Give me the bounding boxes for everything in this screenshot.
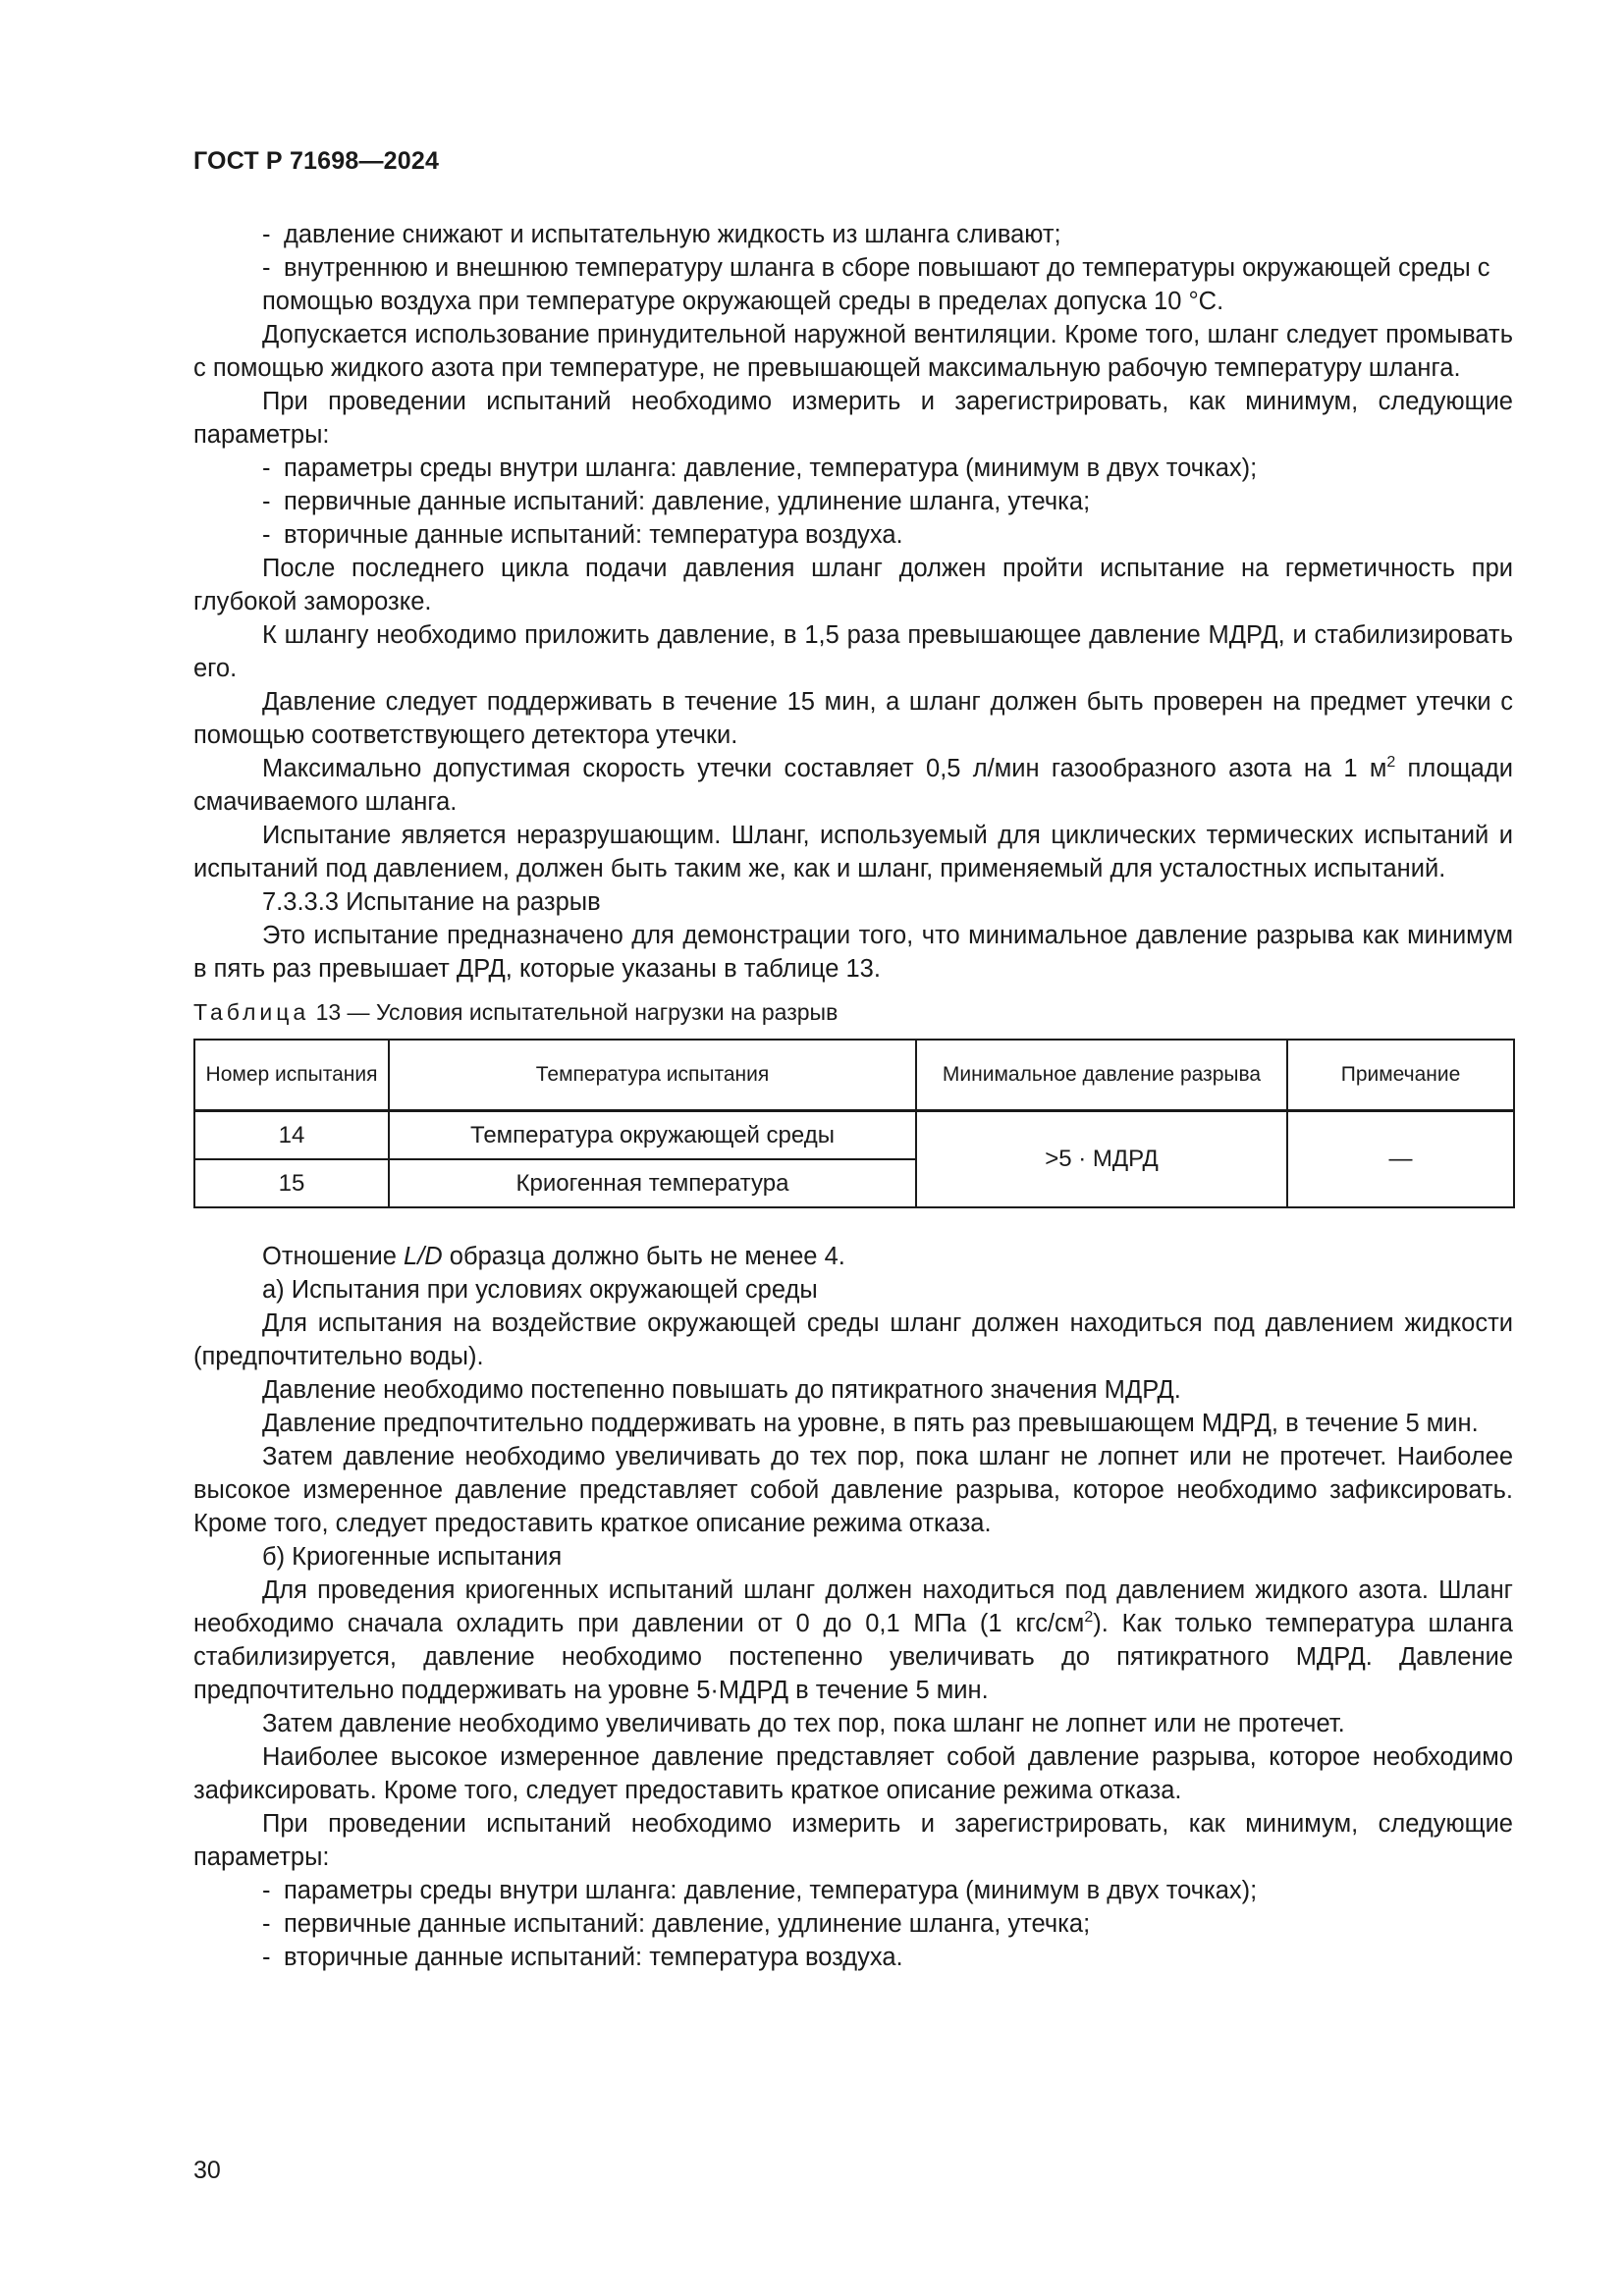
list-item: [193, 1907, 1513, 1941]
paragraph: [193, 685, 1513, 752]
top-paragraphs: [193, 218, 1513, 986]
paragraph-text: Допускается использование принудительной наружной вентиляции. Кроме того, шланг следует промывать с помощью жидкого азота при температуре, не превышающей максимальную рабочую температуру шланга.: [193, 321, 1513, 382]
list-item: [193, 452, 1513, 485]
burst-test-table: [193, 1039, 1515, 1208]
paragraph-text: Это испытание предназначено для демонстрации того, что минимальное давление разрыва как минимум в пять раз превышает ДРД, которые указаны в таблице 13.: [193, 922, 1513, 983]
list-dash: -: [262, 221, 271, 248]
paragraph-text: а) Испытания при условиях окружающей среды: [262, 1276, 818, 1304]
paragraph: [193, 1540, 1513, 1574]
paragraph: [193, 885, 1513, 919]
list-dash: -: [262, 1944, 271, 1971]
superscript: 2: [1386, 754, 1396, 771]
paragraph-text: При проведении испытаний необходимо измерить и зарегистрировать, как минимум, следующие параметры:: [193, 388, 1513, 449]
body-text-top: [193, 218, 1513, 1974]
paragraph-text: При проведении испытаний необходимо измерить и зарегистрировать, как минимум, следующие параметры:: [193, 1810, 1513, 1871]
cell-test-temperature: Криогенная температура: [389, 1159, 916, 1207]
paragraph-text: Давление следует поддерживать в течение 15 мин, а шланг должен быть проверен на предмет утечки с помощью соответствующего детектора утечки.: [193, 688, 1513, 749]
paragraph: [193, 618, 1513, 685]
list-item: [193, 518, 1513, 552]
paragraph: [193, 1373, 1513, 1407]
cell-note: —: [1287, 1111, 1514, 1208]
paragraph: [193, 385, 1513, 452]
paragraph: [193, 318, 1513, 385]
paragraph-text: Для испытания на воздействие окружающей среды шланг должен находиться под давлением жидкости (предпочтительно воды).: [193, 1309, 1513, 1370]
list-dash: -: [262, 488, 271, 515]
paragraph-text: первичные данные испытаний: давление, удлинение шланга, утечка;: [284, 488, 1091, 515]
table-row: [194, 1111, 1514, 1160]
cell-test-temperature: Температура окружающей среды: [389, 1111, 916, 1160]
paragraph-text: давление снижают и испытательную жидкость из шланга сливают;: [284, 221, 1061, 248]
paragraph-text-continued: ). Как только температура шланга стабилизируется, давление необходимо постепенно увеличивать до пятикратного МДРД. Давление предпочтительно поддерживать на уровне 5·МДРД в течение 5 мин.: [193, 1610, 1513, 1704]
paragraph-text: К шлангу необходимо приложить давление, в 1,5 раза превышающее давление МДРД, и стабилизировать его.: [193, 621, 1513, 682]
cell-test-number: 14: [194, 1111, 389, 1160]
list-item: [193, 218, 1513, 251]
table-caption: [193, 995, 1513, 1029]
paragraph-text-continued: площади смачиваемого шланга.: [193, 755, 1513, 816]
list-dash: -: [262, 1910, 271, 1938]
cell-min-burst-pressure: >5 · МДРД: [916, 1111, 1287, 1208]
list-dash: -: [262, 454, 271, 482]
page-number: 30: [193, 2157, 221, 2184]
header-note: Примечание: [1287, 1040, 1514, 1111]
list-dash: -: [262, 521, 271, 549]
paragraph: [193, 1307, 1513, 1373]
header-test-temperature: Температура испытания: [389, 1040, 916, 1111]
paragraph-text: параметры среды внутри шланга: давление, температура (минимум в двух точках);: [284, 1877, 1258, 1904]
paragraph-text: вторичные данные испытаний: температура воздуха.: [284, 1944, 903, 1971]
paragraph: [193, 1273, 1513, 1307]
paragraph-text: внутреннюю и внешнюю температуру шланга в сборе повышают до температуры окружающей среды с помощью воздуха при температуре окружающей среды в пределах допуска 10 °С.: [262, 254, 1490, 315]
list-item: [193, 1874, 1513, 1907]
paragraph: [193, 752, 1513, 819]
list-dash: -: [262, 254, 271, 282]
paragraph: [193, 1440, 1513, 1540]
list-item: [193, 1941, 1513, 1974]
paragraph-text: вторичные данные испытаний: температура воздуха.: [284, 521, 903, 549]
paragraph: [193, 1740, 1513, 1807]
paragraph-text: После последнего цикла подачи давления шланг должен пройти испытание на герметичность при глубокой заморозке.: [193, 555, 1513, 615]
paragraph: [193, 1807, 1513, 1874]
paragraph: [193, 1574, 1513, 1707]
superscript: 2: [1084, 1609, 1094, 1626]
paragraph: [193, 919, 1513, 986]
table-caption-text: 13 — Условия испытательной нагрузки на разрыв: [315, 999, 839, 1025]
cell-test-number: 15: [194, 1159, 389, 1207]
paragraph-text-continued: образца должно быть не менее 4.: [442, 1243, 845, 1270]
header-test-number: Номер испытания: [194, 1040, 389, 1111]
paragraph-text: Затем давление необходимо увеличивать до тех пор, пока шланг не лопнет или не протечет. Наиболее высокое измеренное давление представляет собой давление разрыва, которое необходимо зафиксировать. Кроме того, следует предоставить краткое описание режима отказа.: [193, 1443, 1513, 1537]
paragraph: [193, 552, 1513, 618]
header-min-burst-pressure: Минимальное давление разрыва: [916, 1040, 1287, 1111]
paragraph-text: первичные данные испытаний: давление, удлинение шланга, утечка;: [284, 1910, 1091, 1938]
paragraph-text: Испытание является неразрушающим. Шланг, используемый для циклических термических испытаний и испытаний под давлением, должен быть таким же, как и шланг, применяемый для усталостных испытаний.: [193, 822, 1513, 882]
paragraph: [193, 1407, 1513, 1440]
paragraph-text: Затем давление необходимо увеличивать до тех пор, пока шланг не лопнет или не протечет.: [262, 1710, 1345, 1737]
table-header-row: [194, 1040, 1514, 1111]
paragraph: [193, 1707, 1513, 1740]
paragraph-text: 7.3.3.3 Испытание на разрыв: [262, 888, 601, 916]
paragraph: [193, 819, 1513, 885]
paragraph-text: Наиболее высокое измеренное давление представляет собой давление разрыва, которое необходимо зафиксировать. Кроме того, следует предоставить краткое описание режима отказа.: [193, 1743, 1513, 1804]
paragraph-text: б) Криогенные испытания: [262, 1543, 563, 1571]
paragraph-text: Давление необходимо постепенно повышать до пятикратного значения МДРД.: [262, 1376, 1181, 1404]
table-caption-label: Таблица: [193, 999, 310, 1025]
list-dash: -: [262, 1877, 271, 1904]
paragraph-text: Давление предпочтительно поддерживать на уровне, в пять раз превышающем МДРД, в течение 5 мин.: [262, 1410, 1479, 1437]
paragraph-text: Максимально допустимая скорость утечки составляет 0,5 л/мин газообразного азота на 1 м: [262, 755, 1387, 782]
italic-term: L/D: [404, 1243, 443, 1270]
document-code: ГОСТ Р 71698—2024: [193, 147, 440, 175]
paragraph-text: Отношение: [262, 1243, 405, 1270]
paragraph-text: параметры среды внутри шланга: давление, температура (минимум в двух точках);: [284, 454, 1258, 482]
paragraph: [193, 1240, 1513, 1273]
list-item: [193, 251, 1513, 318]
bottom-paragraphs: [193, 1240, 1513, 1974]
paragraph-text: Для проведения криогенных испытаний шланг должен находиться под давлением жидкого азота. Шланг необходимо сначала охладить при давлении от 0 до 0,1 МПа (1 кгс/см: [193, 1576, 1513, 1637]
list-item: [193, 485, 1513, 518]
